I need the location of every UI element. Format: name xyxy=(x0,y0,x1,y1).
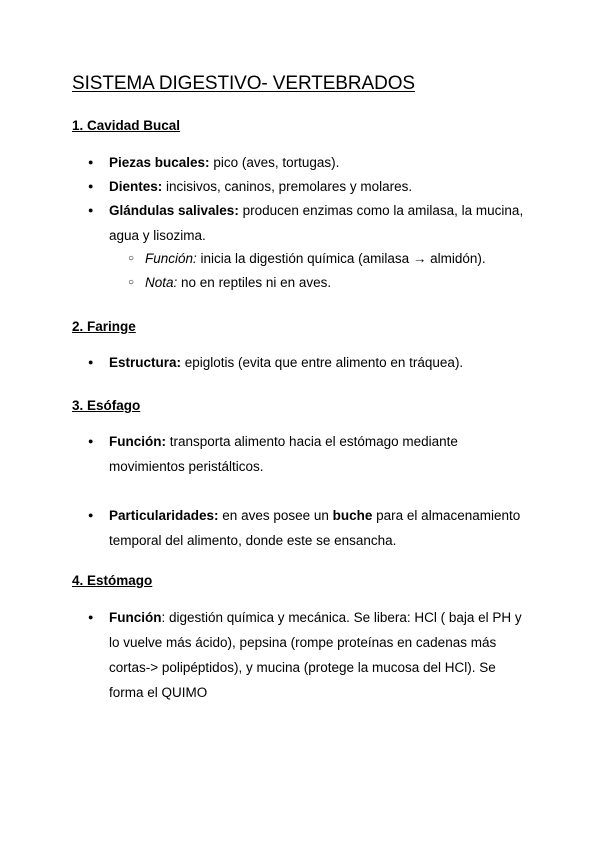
list-item-estructura xyxy=(109,350,529,375)
item-label: Dientes: xyxy=(109,179,163,194)
item-label: Estructura: xyxy=(109,355,182,370)
item-text: pico (aves, tortugas). xyxy=(209,155,340,170)
list-item-funcion-estomago xyxy=(109,605,529,705)
item-label: Particularidades: xyxy=(109,508,219,523)
item-text: : digestión química y mecánica. Se libera: HCl ( baja el PH y lo vuelve más ácido), pepsina (rompe proteínas en cadenas más cortas-> polipéptidos), y mucina (protege la mucosa del HCl). Se forma el QUIMO xyxy=(109,610,522,700)
item-label: Piezas bucales: xyxy=(109,155,210,170)
item-text: incisivos, caninos, premolares y molares. xyxy=(162,179,413,194)
section-heading-esofago: 3. Esófago xyxy=(72,398,141,413)
sub-item-text: inicia la digestión química (amilasa → almidón). xyxy=(196,251,486,266)
list-item-funcion-esofago xyxy=(109,429,529,479)
item-text: en aves posee un xyxy=(218,508,333,523)
item-text: producen enzimas como la amilasa, la mucina, agua y lisozima. xyxy=(109,203,524,243)
item-text: epiglotis (evita que entre alimento en tráquea). xyxy=(181,355,464,370)
item-text: transporta alimento hacia el estómago mediante movimientos peristálticos. xyxy=(109,434,458,474)
item-label: Función: xyxy=(109,434,166,449)
document-title: SISTEMA DIGESTIVO- VERTEBRADOS xyxy=(72,73,415,94)
sub-item-nota xyxy=(145,270,535,295)
item-text: para el almacenamiento temporal del alimento, donde este se ensancha. xyxy=(109,508,521,548)
sub-item-funcion xyxy=(145,246,535,271)
item-bold-word: buche xyxy=(332,508,373,523)
sub-item-text: no en reptiles ni en aves. xyxy=(177,275,332,290)
section-heading-cavidad-bucal: 1. Cavidad Bucal xyxy=(72,118,181,133)
item-label: Función xyxy=(109,610,162,625)
section-heading-faringe: 2. Faringe xyxy=(72,319,136,334)
section-heading-estomago: 4. Estómago xyxy=(72,573,153,588)
list-item-glandulas-salivales xyxy=(109,198,529,248)
sub-item-label: Nota: xyxy=(145,275,178,290)
item-label: Glándulas salivales: xyxy=(109,203,239,218)
list-item-dientes xyxy=(109,174,529,199)
list-item-piezas-bucales xyxy=(109,150,529,175)
sub-item-label: Función: xyxy=(145,251,197,266)
list-item-particularidades xyxy=(109,503,529,553)
